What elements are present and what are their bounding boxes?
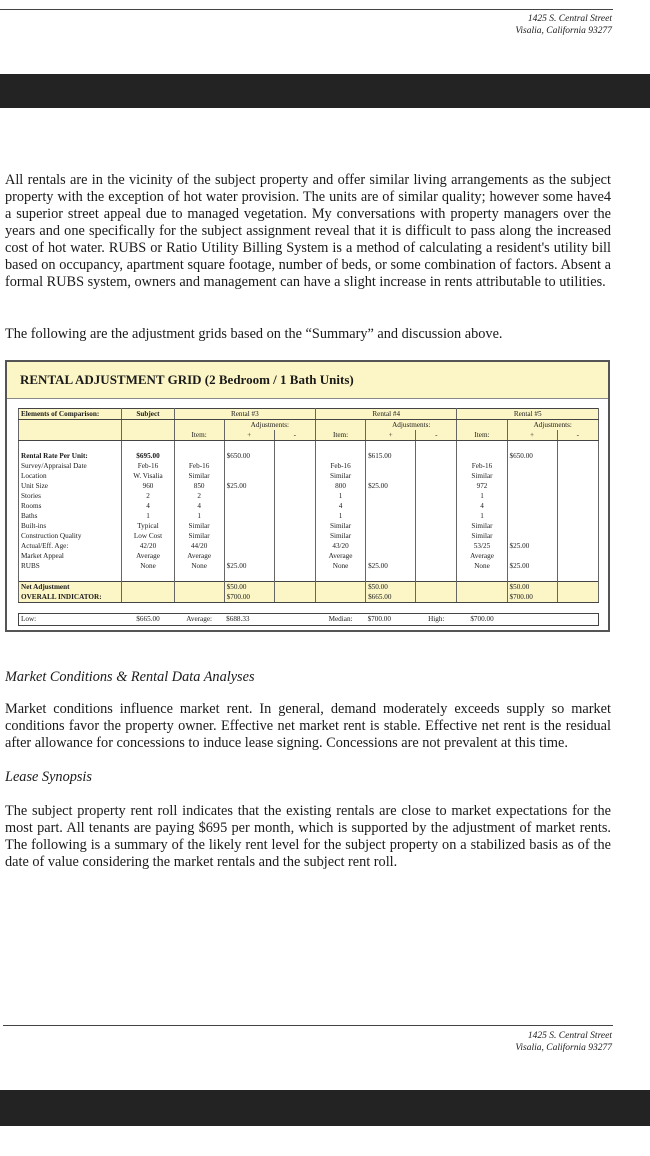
rental5-minus — [557, 491, 598, 501]
rental3-minus — [274, 551, 315, 561]
rental5-plus — [507, 551, 557, 561]
rental4-item: Feb-16 — [316, 461, 366, 471]
rental5-plus — [507, 481, 557, 491]
rental3-minus — [274, 471, 315, 481]
adjustment-table — [18, 408, 599, 603]
rental4-minus — [416, 561, 457, 571]
rental5-minus — [557, 531, 598, 541]
market-conditions-paragraph: Market conditions influence market rent. In general, demand moderately exceeds supply so market conditions favor the property owner. Effective net market rent is stable. Effective net rent is the residual after allowance for concessions to induce lease signing. Concessions are not prevalent at this time. — [5, 701, 611, 751]
rental3-plus: $650.00 — [224, 451, 274, 461]
grid-row — [19, 491, 599, 501]
subject-value: Low Cost — [122, 531, 174, 541]
rental5-plus — [507, 471, 557, 481]
rental3-minus — [274, 511, 315, 521]
rental5-item: None — [457, 561, 507, 571]
rental5-minus — [557, 521, 598, 531]
rental4-item: Average — [316, 551, 366, 561]
overall-indicator-label: OVERALL INDICATOR: — [19, 592, 122, 603]
rental4-plus — [366, 471, 416, 481]
rental4-item: 4 — [316, 501, 366, 511]
rental5-plus — [507, 501, 557, 511]
rental5-plus: $650.00 — [507, 451, 557, 461]
row-label: Construction Quality — [19, 531, 122, 541]
grid-row — [19, 471, 599, 481]
rental3-item: None — [174, 561, 224, 571]
rental5-minus — [557, 561, 598, 571]
rental3-item: Similar — [174, 531, 224, 541]
grid-row — [19, 551, 599, 561]
rental4-plus — [366, 521, 416, 531]
rental3-minus — [274, 531, 315, 541]
grid-row — [19, 521, 599, 531]
rental3-minus — [274, 541, 315, 551]
rental5-item: Similar — [457, 471, 507, 481]
rental4-plus — [366, 531, 416, 541]
rental4-header: Rental #4 — [316, 409, 457, 420]
subject-value: Typical — [122, 521, 174, 531]
grid-intro-paragraph: The following are the adjustment grids based on the “Summary” and discussion above. — [5, 326, 503, 342]
subject-value: W. Visalia — [122, 471, 174, 481]
rental4-plus — [366, 511, 416, 521]
high-label: High: — [428, 615, 445, 623]
rental4-overall-indicator: $665.00 — [366, 592, 416, 603]
row-label: Stories — [19, 491, 122, 501]
subject-value: 960 — [122, 481, 174, 491]
rental5-item-header: Item: — [457, 430, 507, 441]
footer-band — [0, 1090, 650, 1126]
rental3-item: Feb-16 — [174, 461, 224, 471]
row-label: Baths — [19, 511, 122, 521]
lease-synopsis-heading: Lease Synopsis — [5, 769, 92, 785]
rental5-minus — [557, 451, 598, 461]
intro-paragraph: All rentals are in the vicinity of the subject property and offer similar living arrangements as the subject property with the exception of hot water provision. The units are of similar quality; however some have4 a superior street appeal due to managed vegetation. My conversations with property managers over the years and one specifically for the subject assignment reveal that it is difficult to pass along the increased cost of hot water. RUBS or Ratio Utility Billing System is a method of calculating a resident's utility bill based on occupancy, apartment square footage, number of beds, or some combination of factors. Absent a formal RUBS system, owners and management can have a slight increase in rents attributable to utilities. — [5, 172, 611, 290]
rental4-plus — [366, 501, 416, 511]
rental3-minus-header: - — [274, 430, 315, 441]
footer-address-line2: Visalia, California 93277 — [515, 1043, 612, 1053]
rental4-item: Similar — [316, 471, 366, 481]
grid-spacer-row — [19, 441, 599, 452]
average-label: Average: — [186, 615, 213, 623]
subject-value: None — [122, 561, 174, 571]
rental3-item: 44/20 — [174, 541, 224, 551]
subject-value: $695.00 — [122, 451, 174, 461]
subject-value: 1 — [122, 511, 174, 521]
rental5-minus — [557, 481, 598, 491]
rental3-item: Similar — [174, 521, 224, 531]
rental3-minus — [274, 491, 315, 501]
header-address-line2: Visalia, California 93277 — [515, 26, 612, 36]
rental3-plus — [224, 541, 274, 551]
rental3-plus — [224, 531, 274, 541]
rental3-plus: $25.00 — [224, 561, 274, 571]
rental5-net-adjustment: $50.00 — [507, 582, 557, 593]
rental5-plus — [507, 461, 557, 471]
rental5-minus — [557, 511, 598, 521]
rental5-minus — [557, 551, 598, 561]
rental4-plus-header: + — [366, 430, 416, 441]
average-value: $688.33 — [226, 615, 250, 623]
rental3-minus — [274, 481, 315, 491]
header-band — [0, 74, 650, 108]
footer-address-line1: 1425 S. Central Street — [527, 1031, 612, 1041]
rental4-item — [316, 451, 366, 461]
row-label: Built-ins — [19, 521, 122, 531]
rental4-item: None — [316, 561, 366, 571]
rental5-item: 1 — [457, 511, 507, 521]
rental4-item: 1 — [316, 511, 366, 521]
grid-row — [19, 531, 599, 541]
net-adjustment-row — [19, 582, 599, 593]
rental4-minus — [416, 501, 457, 511]
rental3-plus — [224, 491, 274, 501]
rental5-adjustments-header: Adjustments: — [507, 420, 598, 431]
rental5-item: Similar — [457, 531, 507, 541]
grid-title-bar — [7, 362, 608, 399]
rental5-minus — [557, 461, 598, 471]
rental3-header: Rental #3 — [174, 409, 315, 420]
rental5-item: Average — [457, 551, 507, 561]
rental4-item: 43/20 — [316, 541, 366, 551]
rental4-minus — [416, 511, 457, 521]
grid-item-row — [19, 430, 599, 441]
rental3-item: Similar — [174, 471, 224, 481]
row-label: Actual/Eff. Age: — [19, 541, 122, 551]
rental4-item: Similar — [316, 531, 366, 541]
rental3-plus — [224, 461, 274, 471]
rental5-header: Rental #5 — [457, 409, 599, 420]
row-label: Unit Size — [19, 481, 122, 491]
rental3-plus: $25.00 — [224, 481, 274, 491]
rental3-item-header: Item: — [174, 430, 224, 441]
rental5-minus-header: - — [557, 430, 598, 441]
grid-row — [19, 461, 599, 471]
row-label: Rental Rate Per Unit: — [19, 451, 122, 461]
rental3-plus-header: + — [224, 430, 274, 441]
low-label: Low: — [21, 615, 37, 623]
rental3-item: 1 — [174, 511, 224, 521]
rental5-item: 4 — [457, 501, 507, 511]
rental3-plus — [224, 511, 274, 521]
rental4-adjustments-header: Adjustments: — [366, 420, 457, 431]
rental5-item — [457, 451, 507, 461]
rental4-plus — [366, 461, 416, 471]
rental4-minus — [416, 521, 457, 531]
grid-row — [19, 451, 599, 461]
rental5-overall-indicator: $700.00 — [507, 592, 557, 603]
rental4-minus — [416, 481, 457, 491]
subject-header: Subject — [122, 409, 174, 420]
rental3-item: 850 — [174, 481, 224, 491]
grid-spacer-row — [19, 571, 599, 582]
rental3-item: 2 — [174, 491, 224, 501]
rental5-plus — [507, 531, 557, 541]
rental5-minus — [557, 541, 598, 551]
rental3-plus — [224, 501, 274, 511]
rental3-minus — [274, 521, 315, 531]
header-address — [515, 13, 612, 37]
row-label: Location — [19, 471, 122, 481]
rental3-overall-indicator: $700.00 — [224, 592, 274, 603]
row-label: Market Appeal — [19, 551, 122, 561]
rental4-minus — [416, 461, 457, 471]
rental3-item — [174, 451, 224, 461]
rental5-plus: $25.00 — [507, 561, 557, 571]
rental4-net-adjustment: $50.00 — [366, 582, 416, 593]
summary-row — [18, 613, 599, 626]
rental5-plus: $25.00 — [507, 541, 557, 551]
median-label: Median: — [328, 615, 353, 623]
rental4-plus — [366, 491, 416, 501]
rental3-plus — [224, 551, 274, 561]
rental3-net-adjustment: $50.00 — [224, 582, 274, 593]
rental5-item: 53/25 — [457, 541, 507, 551]
rental3-item: 4 — [174, 501, 224, 511]
rental4-item: Similar — [316, 521, 366, 531]
rental5-plus — [507, 511, 557, 521]
rental3-item: Average — [174, 551, 224, 561]
median-value: $700.00 — [367, 615, 391, 623]
rental-adjustment-grid — [5, 360, 610, 632]
rental4-plus: $25.00 — [366, 561, 416, 571]
rental4-item: 800 — [316, 481, 366, 491]
high-value: $700.00 — [470, 615, 494, 623]
rental4-minus — [416, 541, 457, 551]
rental4-minus-header: - — [416, 430, 457, 441]
rental3-minus — [274, 501, 315, 511]
low-value: $665.00 — [136, 615, 160, 623]
rental4-plus — [366, 551, 416, 561]
grid-row — [19, 501, 599, 511]
subject-value: 42/20 — [122, 541, 174, 551]
grid-title: RENTAL ADJUSTMENT GRID (2 Bedroom / 1 Bath Units) — [20, 372, 354, 387]
rental4-item: 1 — [316, 491, 366, 501]
row-label: RUBS — [19, 561, 122, 571]
rental4-plus: $615.00 — [366, 451, 416, 461]
rental4-plus — [366, 541, 416, 551]
rental3-minus — [274, 561, 315, 571]
grid-header-row — [19, 409, 599, 420]
lease-synopsis-paragraph: The subject property rent roll indicates that the existing rentals are close to market expectations for the most part. All tenants are paying $695 per month, which is supported by the adjustment of market rents. The following is a summary of the likely rent level for the subject property on a stabilized basis as of the date of value considering the market rentals and the subject rent roll. — [5, 803, 611, 870]
rental3-minus — [274, 451, 315, 461]
rental4-item-header: Item: — [316, 430, 366, 441]
rental3-adjustments-header: Adjustments: — [224, 420, 315, 431]
rental4-minus — [416, 451, 457, 461]
rental5-item: 1 — [457, 491, 507, 501]
grid-row — [19, 541, 599, 551]
rental5-plus-header: + — [507, 430, 557, 441]
rental4-minus — [416, 491, 457, 501]
grid-row — [19, 561, 599, 571]
rental3-plus — [224, 521, 274, 531]
header-rule — [0, 9, 613, 10]
rental5-item: Similar — [457, 521, 507, 531]
subject-value: 4 — [122, 501, 174, 511]
rental3-minus — [274, 461, 315, 471]
rental4-minus — [416, 471, 457, 481]
rental5-plus — [507, 521, 557, 531]
grid-adjustments-row — [19, 420, 599, 431]
subject-value: Average — [122, 551, 174, 561]
rental4-minus — [416, 551, 457, 561]
rental3-plus — [224, 471, 274, 481]
overall-indicator-row — [19, 592, 599, 603]
market-conditions-heading: Market Conditions & Rental Data Analyses — [5, 669, 255, 685]
row-label: Rooms — [19, 501, 122, 511]
footer-rule — [3, 1025, 613, 1026]
rental4-plus: $25.00 — [366, 481, 416, 491]
rental5-minus — [557, 501, 598, 511]
rental5-minus — [557, 471, 598, 481]
rental5-item: Feb-16 — [457, 461, 507, 471]
net-adjustment-label: Net Adjustment — [19, 582, 122, 593]
elements-header: Elements of Comparison: — [19, 409, 122, 420]
grid-row — [19, 511, 599, 521]
subject-value: Feb-16 — [122, 461, 174, 471]
rental4-minus — [416, 531, 457, 541]
footer-address — [515, 1030, 612, 1054]
rental5-item: 972 — [457, 481, 507, 491]
grid-row — [19, 481, 599, 491]
rental5-plus — [507, 491, 557, 501]
row-label: Survey/Appraisal Date — [19, 461, 122, 471]
header-address-line1: 1425 S. Central Street — [527, 14, 612, 24]
subject-value: 2 — [122, 491, 174, 501]
